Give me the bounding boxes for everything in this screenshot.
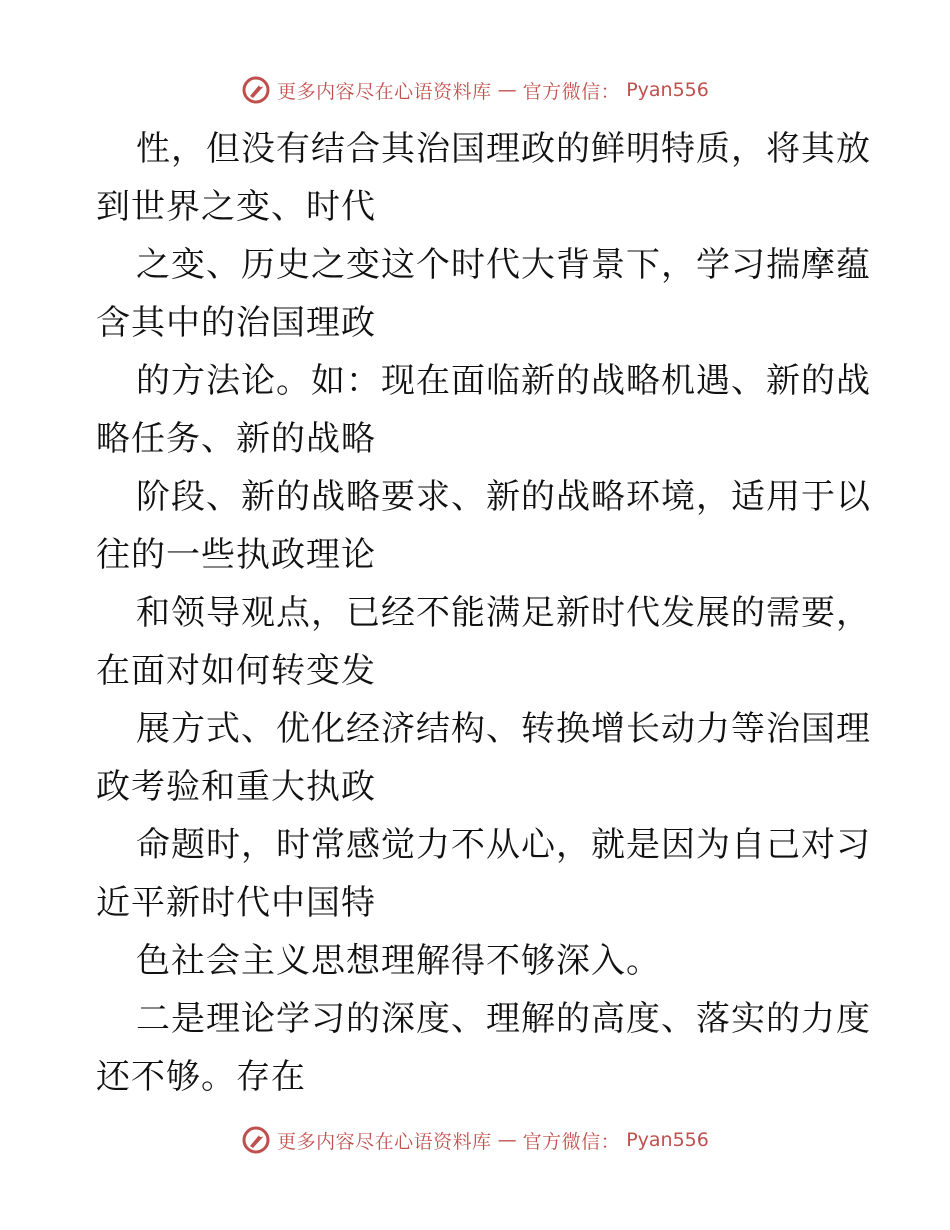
watermark-text: 更多内容尽在心语资料库 xyxy=(277,80,492,103)
watermark-separator: — xyxy=(497,79,517,101)
watermark-separator: — xyxy=(497,1129,517,1151)
body-line: 二是理论学习的深度、理解的高度、落实的力度 xyxy=(136,999,871,1039)
body-line: 政考验和重大执政 xyxy=(96,767,376,807)
body-line: 在面对如何转变发 xyxy=(96,651,376,691)
footer-watermark xyxy=(0,1120,950,1160)
body-line: 色社会主义思想理解得不够深入。 xyxy=(136,941,661,981)
pen-nib-circle-icon xyxy=(241,75,271,105)
watermark-text: 更多内容尽在心语资料库 xyxy=(277,1130,492,1153)
watermark-handle: Pyan556 xyxy=(626,79,709,101)
body-line: 展方式、优化经济结构、转换增长动力等治国理 xyxy=(136,709,871,749)
body-line: 含其中的治国理政 xyxy=(96,303,376,343)
header-watermark xyxy=(0,70,950,110)
body-line: 到世界之变、时代 xyxy=(96,187,376,227)
body-line: 近平新时代中国特 xyxy=(96,883,376,923)
body-line: 往的一些执政理论 xyxy=(96,535,376,575)
watermark-contact-label: 官方微信： xyxy=(522,1130,621,1153)
body-line: 和领导观点，已经不能满足新时代发展的需要， xyxy=(136,593,871,633)
body-line: 还不够。存在 xyxy=(96,1057,306,1097)
body-line: 略任务、新的战略 xyxy=(96,419,376,459)
document-body xyxy=(96,120,871,1106)
body-line: 阶段、新的战略要求、新的战略环境，适用于以 xyxy=(136,477,871,517)
pen-nib-circle-icon xyxy=(241,1125,271,1155)
watermark-handle: Pyan556 xyxy=(626,1129,709,1151)
body-line: 的方法论。如：现在面临新的战略机遇、新的战 xyxy=(136,361,871,401)
body-line: 之变、历史之变这个时代大背景下，学习揣摩蕴 xyxy=(136,245,871,285)
body-line: 性，但没有结合其治国理政的鲜明特质，将其放 xyxy=(136,129,871,169)
body-line: 命题时，时常感觉力不从心，就是因为自己对习 xyxy=(136,825,871,865)
watermark-contact-label: 官方微信： xyxy=(522,80,621,103)
